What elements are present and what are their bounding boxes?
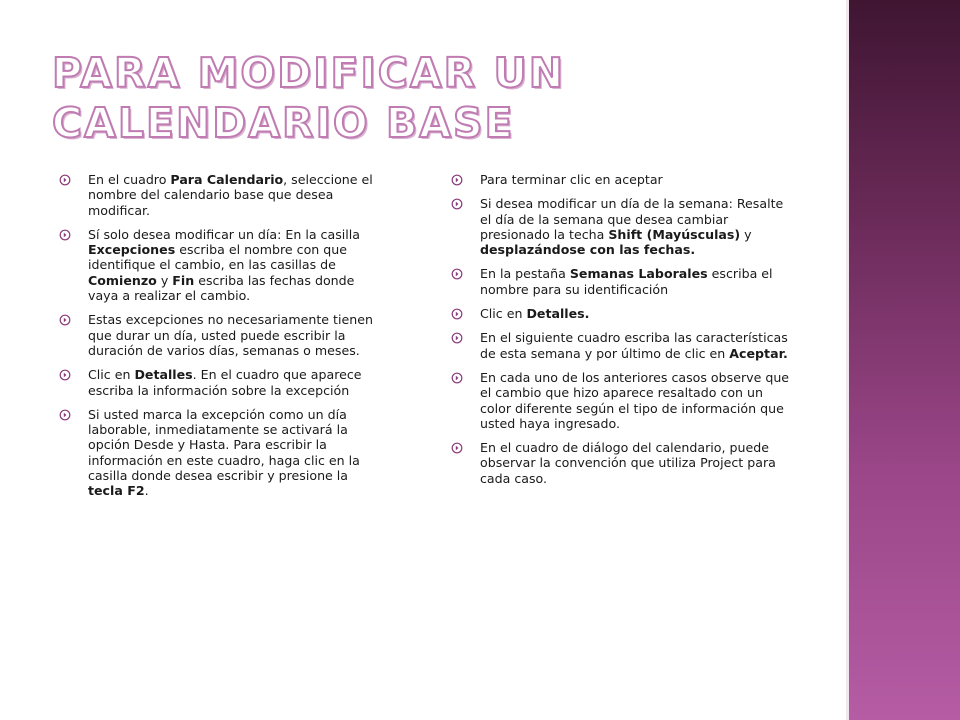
bold-text: Detalles [134,367,193,383]
circle-arrow-icon [450,173,464,187]
bullet-item [58,312,380,358]
circle-arrow-icon [450,197,464,211]
bold-text: Fin [172,272,195,288]
text-run: Si desea modificar un día de la semana: Resalte el día de la semana que desea cambiar presionado la techa [480,196,784,242]
bold-text: Detalles. [526,306,590,322]
bullet-item [450,266,798,297]
circle-arrow-icon [450,331,464,345]
bullet-item [450,330,798,361]
bullet-item [58,172,380,218]
bullet-item [450,440,798,486]
bullet-item [58,227,380,303]
bold-text: Excepciones [88,242,176,258]
circle-arrow-icon [450,371,464,385]
text-run: escriba el nombre para su identificación [480,266,773,297]
text-run: y [740,226,752,242]
text-run: Clic en [88,367,135,383]
text-run: escriba el nombre con que identifique el cambio, en las casillas de [88,242,348,273]
bullet-item [450,370,798,431]
bullet-item [450,306,798,321]
bullet-item [58,367,380,398]
text-run: , seleccione el nombre del calendario base que desea modificar. [88,172,373,218]
circle-arrow-icon [58,408,72,422]
text-run: escriba las fechas donde vaya a realizar el cambio. [88,272,355,304]
text-run: En el cuadro [88,172,171,187]
bold-text: Para Calendario [170,172,284,187]
bullet-item [58,407,380,499]
text-run: y [156,272,173,288]
text-run: En el cuadro de diálogo del calendario, puede observar la convención que utiliza Project para cada caso. [480,440,776,486]
bold-text: Shift (Mayúsculas) [608,226,741,242]
text-run: Para terminar clic en aceptar [480,172,663,187]
bullet-item [450,172,798,187]
slide-title: PARA MODIFICAR UN CALENDARIO BASE [52,49,566,147]
bold-text: desplazándose con las fechas. [480,242,696,258]
circle-arrow-icon [450,307,464,321]
text-run: Clic en [480,306,527,322]
bold-text: Comienzo [88,272,157,288]
text-run: En la pestaña [480,266,570,282]
circle-arrow-icon [450,267,464,281]
bold-text: Semanas Laborales [569,266,708,282]
text-run: . En el cuadro que aparece escriba la información sobre la excepción [88,367,362,398]
left-bullet-list [58,172,380,508]
right-bullet-list [450,172,798,495]
circle-arrow-icon [58,368,72,382]
text-run: En el siguiente cuadro escriba las características de esta semana y por último de clic en [480,330,788,361]
text-run: Estas excepciones no necesariamente tienen que durar un día, usted puede escribir la duración de varios días, semanas o meses. [88,312,373,358]
text-run: Sí solo desea modificar un día: En la casilla [88,226,360,242]
text-run: En cada uno de los anteriores casos observe que el cambio que hizo aparece resaltado con un color diferente según el tipo de información que usted haya ingresado. [480,369,790,431]
bold-text: tecla F2 [88,483,145,499]
circle-arrow-icon [58,228,72,242]
circle-arrow-icon [58,173,72,187]
text-run: . [144,483,149,499]
bold-text: Aceptar. [729,345,788,361]
decorative-side-band [846,0,960,720]
bullet-item [450,196,798,257]
circle-arrow-icon [58,313,72,327]
text-run: Si usted marca la excepción como un día laborable, inmediatamente se activará la opción Desde y Hasta. Para escribir la información en este cuadro, haga clic en la casilla donde desea escribir y presione la [88,406,360,484]
circle-arrow-icon [450,441,464,455]
